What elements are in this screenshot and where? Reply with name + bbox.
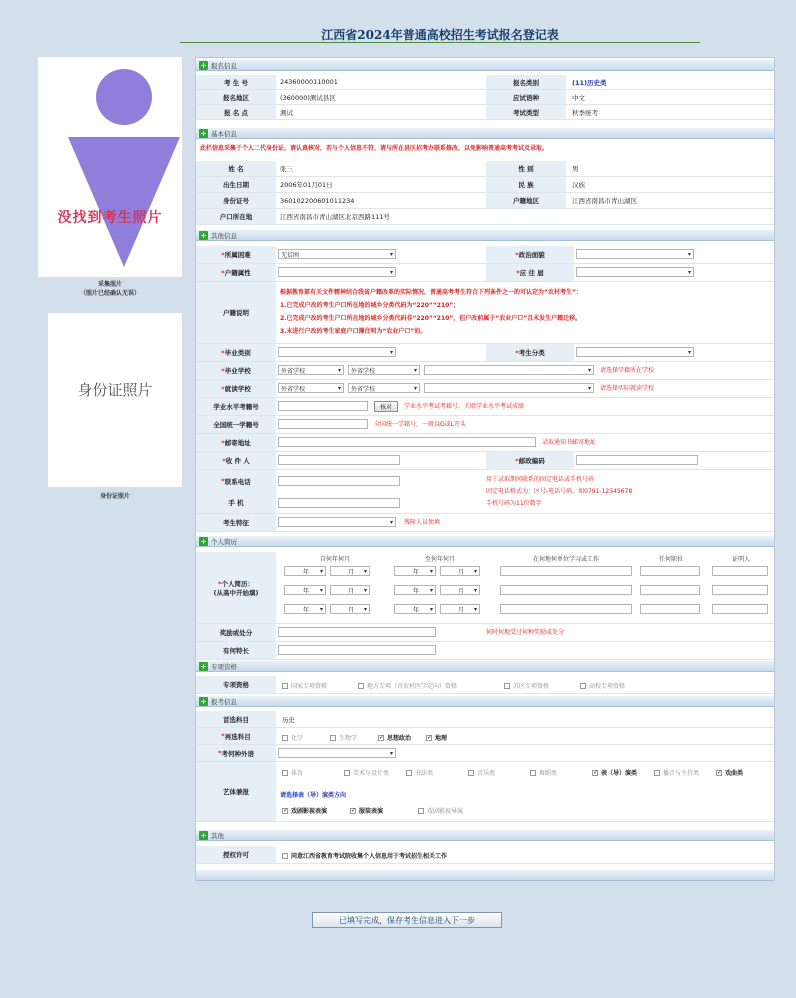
row-hukou-type: * 户籍属性 ▾ * 应 往 届 ▾ — [196, 264, 774, 282]
special-option[interactable]: 地方专项（含农村医学定向）资格 — [358, 681, 457, 690]
resume-position-input[interactable] — [640, 585, 700, 595]
section-misc: + 其他 — [196, 830, 774, 841]
row-hukou-addr: 户口所在地 江西省南昌市青山湖区北京西路111号 — [196, 209, 774, 225]
political-select[interactable] — [576, 249, 694, 259]
photo-caption: 采集照片 （照片已经确认无误） — [79, 281, 140, 297]
from-month-select[interactable]: 月 ▾ — [330, 604, 370, 614]
hukou-type-select[interactable] — [278, 267, 396, 277]
row-exam-lang: * 考何种外语 ▾ — [196, 745, 774, 762]
special-option[interactable]: 国家专项资格 — [282, 681, 327, 690]
row-poverty: * 所属困难 无贫困 ▾ * 政治面貌 ▾ — [196, 246, 774, 264]
resume-position-input[interactable] — [640, 604, 700, 614]
plus-icon: + — [200, 231, 207, 240]
hukou-desc-text: 根据教育部有关文件精神结合我省户籍改革的实际情况，普通高考考生符合下列条件之一的可认定为“农村考生”： 1.已完成户改的考生户口所在地的城乡分类代码为“220”“210”； 2.已完成户改的考生户口所在地的城乡分类代码非“220”“210”，但户改前属于“农业户口”且未发生户籍迁移。 3.未进行户改的考生家庭户口簿注明为“农业户口”的。 — [280, 289, 582, 335]
row-hukou-desc: 户籍说明 根据教育部有关文件精神结合我省户籍改革的实际情况，普通高考考生符合下列条件之一的可认定为“农村考生”： 1.已完成户改的考生户口所在地的城乡分类代码为“220”“210”； 2.已完成户改的考生户口所在地的城乡分类代码非“220”“210”，但户改前属于“农业户口”且未发生户籍迁移。 3.未进行户改的考生家庭户口簿注明为“农业户口”的。 — [196, 282, 774, 344]
row-mail: * 邮寄地址 录取通知书邮寄地址 — [196, 434, 774, 452]
art-checkbox[interactable]: 美术与设计类 — [344, 768, 389, 777]
resume-witness-input[interactable] — [712, 566, 768, 576]
receiver-input[interactable] — [278, 455, 400, 465]
to-year-select[interactable]: 年 ▾ — [394, 585, 436, 595]
special-option[interactable]: 苏区专项资格 — [504, 681, 549, 690]
submit-button[interactable]: 已填写完成，保存考生信息进入下一步 — [312, 912, 502, 928]
direction-checkbox[interactable]: ✓ 戏剧影视表演 — [282, 806, 327, 815]
row-second-subject: * 再选科目 化学 生物学 ✓ 思想政治 ✓ 地理 — [196, 728, 774, 745]
row-grad-school: * 毕业学校 外省学校 ▾ 外省学校 ▾ ▾ 请选择学籍所在学校 — [196, 362, 774, 380]
section-basic: + 基本信息 — [196, 128, 774, 139]
to-month-select[interactable]: 月 ▾ — [440, 566, 480, 576]
photo-missing-text: 没找到考生照片 — [57, 210, 163, 226]
resume-unit-input[interactable] — [500, 604, 632, 614]
plus-icon: + — [200, 831, 207, 840]
special-option[interactable]: 高校专项资格 — [580, 681, 625, 690]
row-area: 报名地区 (360000)测试县区 应试语种 中文 — [196, 90, 774, 105]
row-receiver: * 收 件 人 * 邮政编码 — [196, 452, 774, 470]
section-resume: + 个人简历 — [196, 536, 774, 547]
postcode-input[interactable] — [576, 455, 698, 465]
grad-school-select[interactable] — [424, 365, 594, 375]
resume-unit-input[interactable] — [500, 566, 632, 576]
to-month-select[interactable]: 月 ▾ — [440, 585, 480, 595]
row-unified-no: 全国统一学籍号 全国统一学籍号，一般以G或L开头 — [196, 416, 774, 434]
second-checkbox[interactable]: ✓ 地理 — [426, 733, 447, 742]
plus-icon: + — [200, 61, 207, 70]
resume-witness-input[interactable] — [712, 585, 768, 595]
plus-icon: + — [200, 697, 207, 706]
study-school-province-select[interactable]: 外省学校 ▾ — [278, 383, 344, 393]
registration-form — [195, 57, 775, 881]
check-button[interactable]: 核对 — [374, 401, 398, 412]
row-grad-type: * 毕业类别 ▾ * 考生分类 ▾ — [196, 344, 774, 362]
auth-checkbox[interactable]: 同意江西省教育考试院收集个人信息用于考试招生相关工作 — [282, 851, 447, 860]
resume-unit-input[interactable] — [500, 585, 632, 595]
row-exam-no: 考 生 号 24360000110001 报名类别 (11)历史类 — [196, 75, 774, 90]
level-no-input[interactable] — [278, 401, 368, 411]
section-other: + 其他信息 — [196, 230, 774, 241]
mail-address-input[interactable] — [278, 437, 536, 447]
row-auth: 授权许可 同意江西省教育考试院收集个人信息用于考试招生相关工作 — [196, 846, 774, 864]
art-checkbox[interactable]: ✓ 表（导）演类 — [592, 768, 637, 777]
row-special: 专项资格 国家专项资格 地方专项（含农村医学定向）资格 苏区专项资格 高校专项资格 — [196, 676, 774, 694]
grad-school-province-select[interactable]: 外省学校 ▾ — [278, 365, 344, 375]
second-checkbox[interactable]: 化学 — [282, 733, 303, 742]
id-photo — [48, 313, 182, 487]
unified-no-input[interactable] — [278, 419, 368, 429]
section-exam: + 报考信息 — [196, 696, 774, 707]
plus-icon: + — [200, 662, 207, 671]
row-talent: 有何特长 — [196, 642, 774, 660]
second-checkbox[interactable]: ✓ 思想政治 — [378, 733, 411, 742]
resume-witness-input[interactable] — [712, 604, 768, 614]
art-checkbox[interactable]: 舞蹈类 — [530, 768, 557, 777]
student-type-select[interactable] — [576, 347, 694, 357]
exam-photo — [38, 57, 182, 277]
title-divider — [180, 42, 700, 43]
page-title: 江西省2024年普通高校招生考试报名登记表 — [321, 28, 559, 42]
category-value: (11)历史类 — [572, 78, 607, 87]
form-footer-bar — [196, 870, 774, 881]
direction-checkbox[interactable]: 戏剧影视导演 — [418, 806, 463, 815]
exam-lang-select[interactable] — [278, 748, 396, 758]
second-checkbox[interactable]: 生物学 — [330, 733, 357, 742]
row-art: 艺体兼报 体育 美术与设计类 书法类 音乐类 舞蹈类 ✓ 表（导）演类 播音与主持类 ✓ 戏曲类 请选择表（导）演类方向 ✓ 戏剧影视表演 ✓ 服装表演 戏剧影视导演 — [196, 762, 774, 822]
row-name: 姓 名 张三 性 别 男 — [196, 161, 774, 177]
id-photo-text: 身份证照片 — [77, 381, 153, 399]
phone-input[interactable] — [278, 476, 400, 486]
id-photo-caption: 身份证照片 — [99, 493, 130, 500]
residence-select[interactable] — [576, 267, 694, 277]
row-site: 报 名 点 测试 考试类型 秋季统考 — [196, 105, 774, 120]
direction-checkbox[interactable]: ✓ 服装表演 — [350, 806, 383, 815]
art-checkbox[interactable]: ✓ 戏曲类 — [716, 768, 743, 777]
from-year-select[interactable]: 年 ▾ — [284, 585, 326, 595]
section-special: + 专项资格 — [196, 661, 774, 672]
phone-note: 用于录取期间联系的固定电话或手机号码 固定电话格式为：区号-电话号码，如0791-12345678 手机号码为11位数字 — [486, 476, 633, 507]
person-silhouette-icon — [38, 57, 182, 277]
plus-icon: + — [200, 129, 207, 138]
from-year-select[interactable]: 年 ▾ — [284, 566, 326, 576]
art-checkbox[interactable]: 音乐类 — [468, 768, 495, 777]
feature-select[interactable] — [278, 517, 396, 527]
row-feature: 考生特征 ▾ 残障人员须填 — [196, 514, 774, 532]
basic-notice: 此栏信息采集于个人二代身份证，请认真核对，若与个人信息不符，请与所在县区招考办联系修改，以免影响普通高考考试及录取。 — [200, 145, 549, 152]
to-month-select[interactable]: 月 ▾ — [440, 604, 480, 614]
from-month-select[interactable]: 月 ▾ — [330, 585, 370, 595]
mobile-input[interactable] — [278, 498, 400, 508]
to-year-select[interactable]: 年 ▾ — [394, 604, 436, 614]
resume-table: *个人简历： (从高中开始填) 自何年何月 至何年何月 在何地何单位学习或工作 任何职位 证明人 年 ▾ 月 ▾ 年 ▾ 月 ▾ 年 ▾ 月 ▾ 年 ▾ 月 ▾ 年 ▾ 月 ▾ 年 ▾ 月 ▾ — [196, 552, 774, 624]
reward-input[interactable] — [278, 627, 436, 637]
art-checkbox[interactable]: 书法类 — [406, 768, 433, 777]
grad-school-city-select[interactable]: 外省学校 ▾ — [348, 365, 420, 375]
grad-type-select[interactable] — [278, 347, 396, 357]
poverty-select[interactable]: 无贫困 ▾ — [278, 249, 396, 259]
study-school-select[interactable] — [424, 383, 594, 393]
row-phone: * 联系电话 手 机 用于录取期间联系的固定电话或手机号码 固定电话格式为：区号-电话号码，如0791-12345678 手机号码为11位数字 — [196, 470, 774, 514]
to-year-select[interactable]: 年 ▾ — [394, 566, 436, 576]
talent-input[interactable] — [278, 645, 436, 655]
resume-position-input[interactable] — [640, 566, 700, 576]
row-level-no: 学业水平考籍号 核对 学业水平考试考籍号，关联学业水平考试成绩 — [196, 398, 774, 416]
section-enroll: + 报名信息 — [196, 60, 774, 71]
row-reward: 奖励或处分 何时何地受过何种奖励或处分 — [196, 624, 774, 642]
row-first-subject: 首选科目 历史 — [196, 711, 774, 728]
row-id: 身份证号 360102200601011234 户籍地区 江西省南昌市青山湖区 — [196, 193, 774, 209]
art-checkbox[interactable]: 播音与主持类 — [654, 768, 699, 777]
from-month-select[interactable]: 月 ▾ — [330, 566, 370, 576]
exam-no-value: 24360000110001 — [280, 78, 338, 86]
row-study-school: * 就读学校 外省学校 ▾ 外省学校 ▾ ▾ 请选择实际就读学校 — [196, 380, 774, 398]
row-birth: 出生日期 2006年01月01日 民 族 汉族 — [196, 177, 774, 193]
study-school-city-select[interactable]: 外省学校 ▾ — [348, 383, 420, 393]
plus-icon: + — [200, 537, 207, 546]
from-year-select[interactable]: 年 ▾ — [284, 604, 326, 614]
art-checkbox[interactable]: 体育 — [282, 768, 303, 777]
